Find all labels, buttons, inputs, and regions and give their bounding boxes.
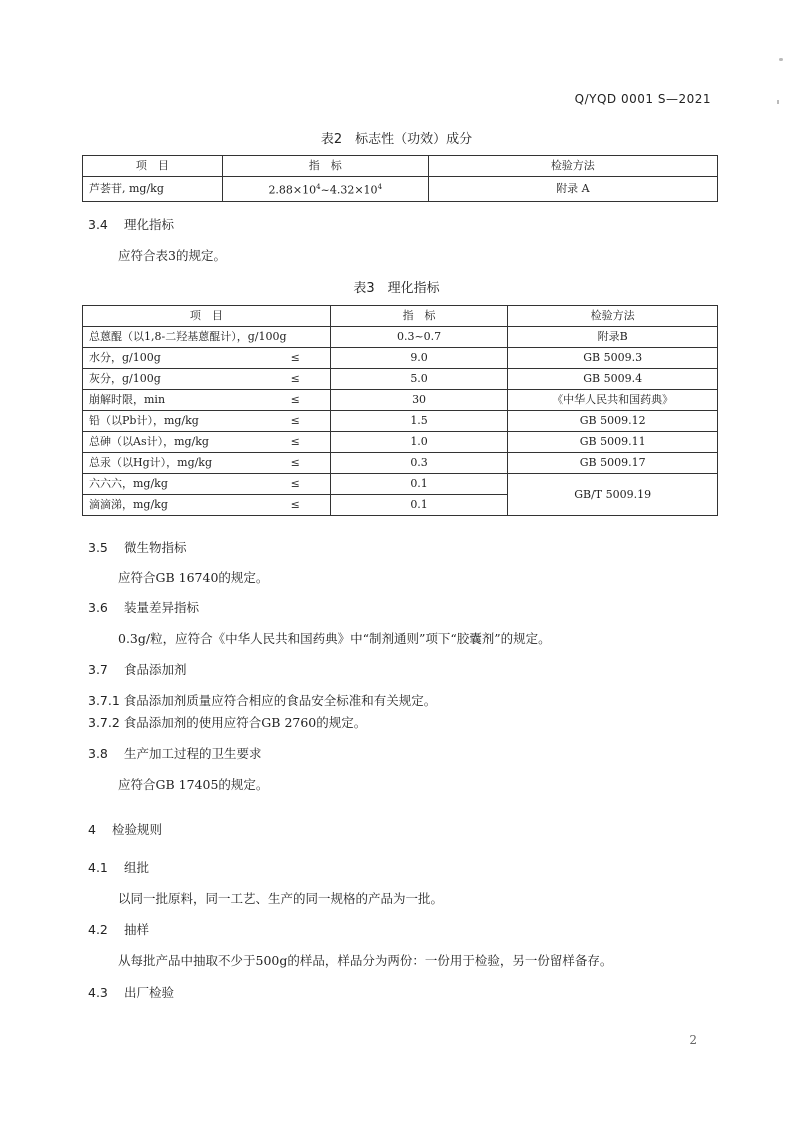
column-header: 检验方法 <box>508 306 718 327</box>
paragraph: 应符合表3的规定。 <box>118 248 226 263</box>
column-header: 项 目 <box>83 306 331 327</box>
cell-item: 滴滴涕，mg/kg ≤ <box>83 495 331 516</box>
cell-method: GB 5009.11 <box>508 432 718 453</box>
section-heading-3-7: 3.7 食品添加剂 <box>88 662 187 677</box>
scan-mark <box>779 58 783 61</box>
cell-value: 5.0 <box>330 369 507 390</box>
table-row <box>83 390 718 411</box>
cell-item: 总蒽醌（以1,8-二羟基蒽醌计），g/100g <box>83 327 331 348</box>
page-number: 2 <box>689 1033 697 1047</box>
column-header: 指 标 <box>222 156 428 177</box>
cell-value: 0.1 <box>330 474 507 495</box>
paragraph: 应符合GB 16740的规定。 <box>118 570 269 585</box>
section-heading-4-1: 4.1 组批 <box>88 860 150 875</box>
cell-value: 0.3 <box>330 453 507 474</box>
scan-mark <box>777 100 779 104</box>
table-row <box>83 177 718 202</box>
table-header-row <box>83 156 718 177</box>
cell-value: 30 <box>330 390 507 411</box>
section-heading-4: 4 检验规则 <box>88 822 163 837</box>
paragraph: 以同一批原料，同一工艺、生产的同一规格的产品为一批。 <box>118 891 444 906</box>
paragraph: 0.3g/粒，应符合《中华人民共和国药典》中“制剂通则”项下“胶囊剂”的规定。 <box>118 631 551 646</box>
cell-method: GB/T 5009.19 <box>508 474 718 516</box>
column-header: 检验方法 <box>428 156 717 177</box>
section-heading-3-8: 3.8 生产加工过程的卫生要求 <box>88 746 262 761</box>
cell-item: 芦荟苷, mg/kg <box>83 177 223 202</box>
table-row <box>83 411 718 432</box>
section-heading-4-3: 4.3 出厂检验 <box>88 985 175 1000</box>
cell-item: 总汞（以Hg计），mg/kg ≤ <box>83 453 331 474</box>
section-heading-4-2: 4.2 抽样 <box>88 922 150 937</box>
clause-3-7-1: 3.7.1 食品添加剂质量应符合相应的食品安全标准和有关规定。 <box>88 693 437 708</box>
table-header-row <box>83 306 718 327</box>
cell-item: 水分，g/100g ≤ <box>83 348 331 369</box>
table-row <box>83 369 718 390</box>
table3-caption: 表3 理化指标 <box>353 281 440 296</box>
cell-value: 0.1 <box>330 495 507 516</box>
paragraph: 应符合GB 17405的规定。 <box>118 777 269 792</box>
table3 <box>82 305 718 516</box>
table-row <box>83 474 718 495</box>
cell-method: 附录B <box>508 327 718 348</box>
cell-item: 六六六，mg/kg ≤ <box>83 474 331 495</box>
section-heading-3-5: 3.5 微生物指标 <box>88 540 187 555</box>
cell-method: GB 5009.3 <box>508 348 718 369</box>
cell-item: 总砷（以As计），mg/kg ≤ <box>83 432 331 453</box>
cell-item: 铅（以Pb计），mg/kg ≤ <box>83 411 331 432</box>
cell-value: 1.5 <box>330 411 507 432</box>
cell-method: GB 5009.12 <box>508 411 718 432</box>
cell-value: 0.3~0.7 <box>330 327 507 348</box>
column-header: 指 标 <box>330 306 507 327</box>
document-code: Q/YQD 0001 S—2021 <box>574 92 711 106</box>
section-heading-3-4: 3.4 理化指标 <box>88 217 175 232</box>
cell-value: 9.0 <box>330 348 507 369</box>
cell-item: 崩解时限，min ≤ <box>83 390 331 411</box>
section-heading-3-6: 3.6 装量差异指标 <box>88 600 200 615</box>
clause-3-7-2: 3.7.2 食品添加剂的使用应符合GB 2760的规定。 <box>88 715 367 730</box>
cell-item: 灰分，g/100g ≤ <box>83 369 331 390</box>
cell-method: GB 5009.17 <box>508 453 718 474</box>
cell-value: 1.0 <box>330 432 507 453</box>
table-row <box>83 453 718 474</box>
table-row <box>83 348 718 369</box>
cell-method: 附录 A <box>428 177 717 202</box>
table-row <box>83 327 718 348</box>
table2 <box>82 155 718 202</box>
column-header: 项 目 <box>83 156 223 177</box>
cell-value: $2.88\times 10^4\sim 4.32\times 10^4$ <box>222 177 428 202</box>
table-row <box>83 432 718 453</box>
paragraph: 从每批产品中抽取不少于500g的样品，样品分为两份：一份用于检验，另一份留样备存。 <box>118 953 613 968</box>
cell-method: GB 5009.4 <box>508 369 718 390</box>
cell-method: 《中华人民共和国药典》 <box>508 390 718 411</box>
table2-caption: 表2 标志性（功效）成分 <box>320 132 473 147</box>
